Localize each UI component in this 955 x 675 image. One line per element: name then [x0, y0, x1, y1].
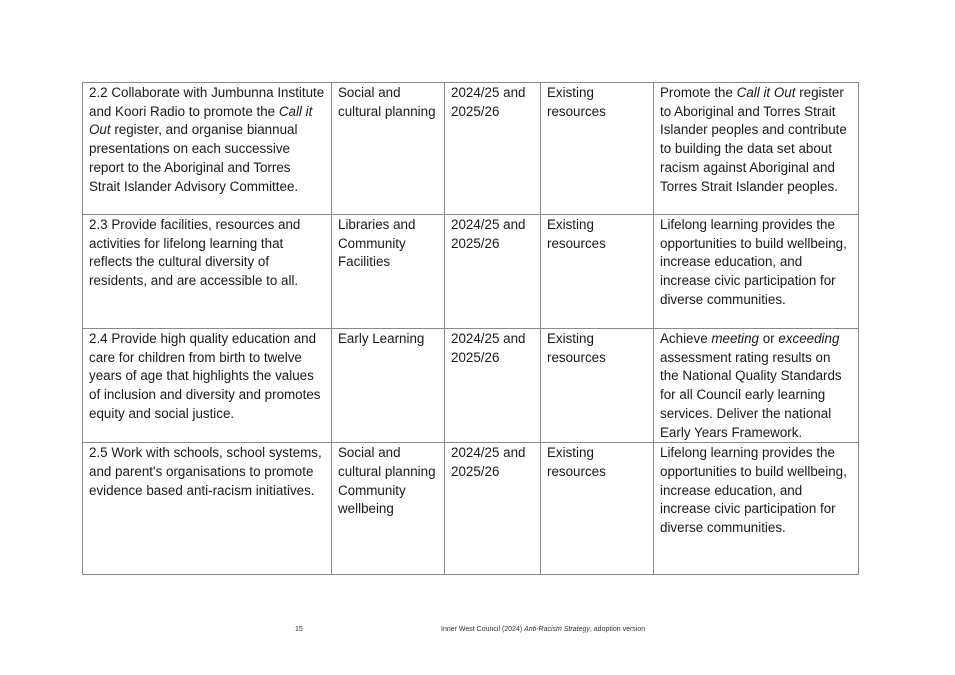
page-number: 15 [295, 626, 303, 633]
outcome-cell: Promote the Call it Out register to Aboriginal and Torres Strait Islander peoples and contribute to building the data set about racism against Aboriginal and Torres Strait Islander peoples. [654, 83, 859, 215]
outcome-cell: Lifelong learning provides the opportunities to build wellbeing, increase education, and increase civic participation for diverse communities. [654, 443, 859, 575]
timeframe-cell: 2024/25 and 2025/26 [445, 443, 541, 575]
table-row [83, 215, 859, 329]
responsibility-cell: Social and cultural planning Community wellbeing [332, 443, 445, 575]
table-row [83, 329, 859, 443]
resources-cell: Existing resources [541, 83, 654, 215]
outcome-cell: Lifelong learning provides the opportunities to build wellbeing, increase education, and increase civic participation for diverse communities. [654, 215, 859, 329]
responsibility-cell: Libraries and Community Facilities [332, 215, 445, 329]
footer-citation: Inner West Council (2024) Anti-Racism Strategy, adoption version [441, 626, 646, 633]
resources-cell: Existing resources [541, 329, 654, 443]
action-cell: 2.2 Collaborate with Jumbunna Institute and Koori Radio to promote the Call it Out register, and organise biannual presentations on each successive report to the Aboriginal and Torres Strait Islander Advisory Committee. [83, 83, 332, 215]
table-row [83, 83, 859, 215]
responsibility-cell: Social and cultural planning [332, 83, 445, 215]
action-cell: 2.5 Work with schools, school systems, and parent's organisations to promote evidence based anti-racism initiatives. [83, 443, 332, 575]
table-row [83, 443, 859, 575]
responsibility-cell: Early Learning [332, 329, 445, 443]
resources-cell: Existing resources [541, 443, 654, 575]
timeframe-cell: 2024/25 and 2025/26 [445, 329, 541, 443]
timeframe-cell: 2024/25 and 2025/26 [445, 215, 541, 329]
action-cell: 2.3 Provide facilities, resources and activities for lifelong learning that reflects the cultural diversity of residents, and are accessible to all. [83, 215, 332, 329]
action-cell: 2.4 Provide high quality education and care for children from birth to twelve years of age that highlights the values of inclusion and diversity and promotes equity and social justice. [83, 329, 332, 443]
timeframe-cell: 2024/25 and 2025/26 [445, 83, 541, 215]
resources-cell: Existing resources [541, 215, 654, 329]
outcome-cell: Achieve meeting or exceeding assessment rating results on the National Quality Standards for all Council early learning services. Deliver the national Early Years Framework. [654, 329, 859, 443]
actions-table [82, 82, 859, 575]
